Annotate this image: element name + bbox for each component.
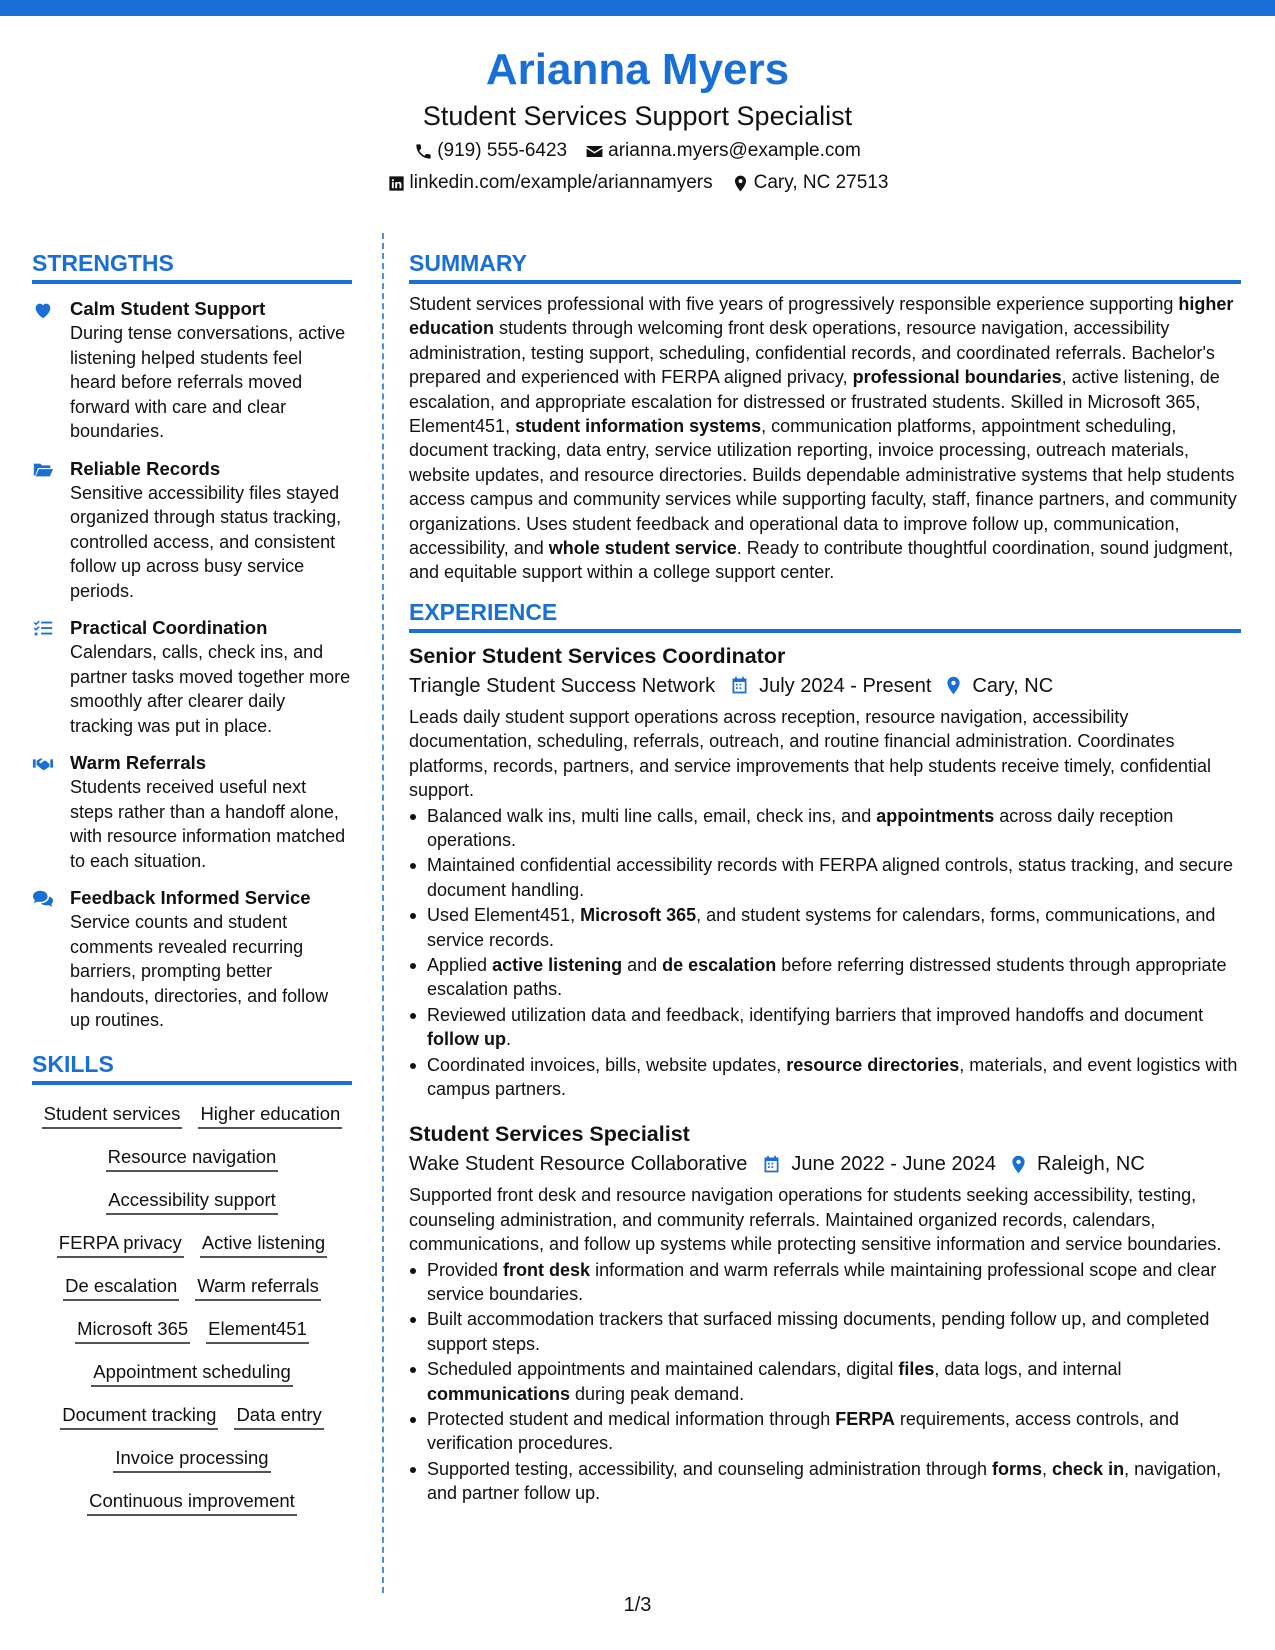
bullet-item	[409, 903, 1241, 952]
text-run: , materials, and event logistics with campus partners.	[427, 1054, 1238, 1099]
text-run: , data logs, and internal	[934, 1359, 1122, 1380]
bold-phrase: resource directories	[786, 1054, 960, 1075]
contact-row-1	[0, 139, 1275, 163]
contact-phone	[414, 139, 567, 163]
text-run: Coordinated invoices, bills, website updates,	[427, 1054, 787, 1075]
strengths-heading: STRENGTHS	[32, 248, 352, 284]
contact-row-2	[0, 171, 1275, 195]
skill-tag: Student services	[42, 1101, 183, 1129]
bold-phrase: forms	[992, 1458, 1043, 1479]
job-description: Supported front desk and resource navigation operations for students seeking accessibility, testing, counseling administration, and community referrals. Maintained organized records, calendars, communications, and follow up systems while protecting sensitive information and service boundaries.	[409, 1185, 1222, 1255]
strength-desc: During tense conversations, active listening helped students feel heard before referrals moved forward with care and clear boundaries.	[70, 323, 346, 441]
text-run: across daily reception operations.	[427, 805, 1174, 850]
job-entry	[409, 1119, 1241, 1505]
job-location: Cary, NC	[972, 674, 1054, 697]
strength-item	[32, 456, 352, 604]
skill-row	[32, 1488, 352, 1516]
candidate-title: Student Services Support Specialist	[422, 101, 853, 131]
job-location: Raleigh, NC	[1036, 1153, 1145, 1176]
strength-desc: Service counts and student comments revealed recurring barriers, prompting better handouts, directories, and follow up routines.	[70, 912, 329, 1030]
bold-phrase: files	[898, 1359, 935, 1380]
text-run: Applied	[427, 954, 493, 975]
text-run: Reviewed utilization data and feedback, identifying barriers that improved handoffs and document	[427, 1004, 1204, 1025]
contact-linkedin[interactable]	[387, 171, 713, 195]
strength-item	[32, 296, 352, 444]
linkedin-icon	[387, 174, 406, 193]
bullet-item	[409, 804, 1241, 853]
checklist-icon	[32, 618, 54, 640]
strength-item	[32, 750, 352, 873]
top-accent-bar	[0, 0, 1275, 16]
skill-row	[32, 1316, 352, 1344]
text-run: Provided	[427, 1259, 504, 1280]
summary-text	[409, 292, 1241, 585]
text-run: Supported testing, accessibility, and counseling administration through	[427, 1458, 992, 1479]
envelope-icon	[585, 142, 604, 161]
strengths-list	[32, 296, 352, 1033]
experience-heading: EXPERIENCE	[409, 597, 1241, 633]
text-run: during peak demand.	[570, 1383, 745, 1404]
right-column	[409, 248, 1241, 1507]
strength-desc: Sensitive accessibility files stayed organized through status tracking, controlled access, and consistent follow up across busy service periods.	[70, 482, 342, 601]
map-pin-icon	[943, 675, 964, 696]
location-text: Cary, NC 27513	[753, 172, 889, 193]
linkedin-text: linkedin.com/example/ariannamyers	[409, 172, 713, 193]
skill-row	[32, 1101, 352, 1129]
skill-row	[32, 1230, 352, 1258]
bullet-item	[409, 1053, 1241, 1102]
skills-heading: SKILLS	[32, 1049, 352, 1085]
bullet-item	[409, 1307, 1241, 1356]
job-organization: Wake Student Resource Collaborative	[409, 1153, 748, 1176]
text-run: students through welcoming front desk operations, resource navigation, accessibility administration, testing support, scheduling, confidential records, and coordinated referrals. Bachelor's prepared and experienced with FERPA aligned privacy,	[409, 318, 1215, 388]
text-run: Balanced walk ins, multi line calls, email, check ins, and	[427, 805, 877, 826]
bold-phrase: de escalation	[662, 954, 777, 975]
bold-phrase: Microsoft 365	[580, 905, 697, 926]
job-bullets	[409, 804, 1241, 1102]
skill-row	[32, 1144, 352, 1172]
skill-row	[32, 1402, 352, 1430]
bullet-item	[409, 1407, 1241, 1456]
text-run: Student services professional with five years of progressively responsible experience supporting	[409, 294, 1179, 314]
calendar-icon	[761, 1154, 782, 1175]
skill-row	[32, 1445, 352, 1473]
phone-text: (919) 555-6423	[437, 140, 568, 161]
comments-icon	[32, 888, 54, 910]
text-run: information and warm referrals while maintaining professional scope and clear service boundaries.	[427, 1259, 1217, 1304]
skill-tag: De escalation	[63, 1273, 179, 1301]
skill-tag: Warm referrals	[195, 1273, 321, 1301]
strength-title: Practical Coordination	[70, 617, 268, 638]
text-run: , navigation, and partner follow up.	[427, 1458, 1222, 1504]
job-meta	[409, 1149, 1241, 1179]
strength-item	[32, 615, 352, 738]
column-divider	[382, 233, 384, 1593]
text-run: Used Element451,	[427, 905, 581, 926]
bullet-item	[409, 1258, 1241, 1307]
skill-tag: Continuous improvement	[87, 1488, 297, 1516]
job-organization: Triangle Student Success Network	[409, 674, 716, 697]
map-pin-icon	[731, 174, 750, 193]
strength-title: Feedback Informed Service	[70, 887, 311, 908]
skill-tag: Data entry	[234, 1402, 323, 1430]
job-title: Student Services Specialist	[409, 1122, 690, 1147]
heart-icon	[32, 299, 54, 321]
text-run: Maintained confidential accessibility records with FERPA aligned controls, status tracking, and secure document handling.	[427, 855, 1234, 900]
job-description: Leads daily student support operations across reception, resource navigation, accessibility documentation, scheduling, referrals, outreach, and routine financial administration. Coordinates platforms, records, partners, and service improvements that help students receive timely, confidential support.	[409, 706, 1212, 801]
text-run: , communication platforms, appointment scheduling, document tracking, data entry, service utilization reporting, invoice processing, outreach materials, website updates, and resource directories. Builds dependable administrative systems that help students access campus and community services while supporting faculty, staff, finance partners, and community organizations. Uses student feedback and operational data to improve follow up, communication, accessibility, and	[409, 416, 1237, 559]
skills-list	[32, 1101, 352, 1516]
bold-phrase: whole student service	[548, 538, 737, 559]
strength-title: Warm Referrals	[70, 752, 207, 773]
contact-email[interactable]	[585, 139, 861, 163]
bold-phrase: appointments	[876, 805, 995, 826]
text-run: , and student systems for calendars, forms, communications, and service records.	[427, 905, 1216, 950]
text-run: Protected student and medical information through	[427, 1409, 836, 1430]
text-run: . Ready to contribute thoughtful coordination, sound judgment, and equitable support within a college support center.	[409, 538, 1234, 583]
text-run: and	[622, 954, 663, 975]
text-run: requirements, access controls, and verification procedures.	[427, 1409, 1180, 1454]
summary-heading: SUMMARY	[409, 248, 1241, 284]
strength-item	[32, 885, 352, 1033]
bold-phrase: active listening	[492, 954, 623, 975]
bold-phrase: student information systems	[515, 416, 762, 437]
skill-row	[32, 1273, 352, 1301]
bold-phrase: check in	[1052, 1458, 1125, 1479]
skill-tag: Resource navigation	[106, 1144, 279, 1172]
skill-row	[32, 1359, 352, 1387]
job-dates: June 2022 - June 2024	[791, 1153, 996, 1176]
skill-row	[32, 1187, 352, 1215]
skill-tag: Higher education	[198, 1101, 342, 1129]
bold-phrase: front desk	[503, 1259, 591, 1280]
job-dates: July 2024 - Present	[759, 674, 932, 697]
bullet-item	[409, 1003, 1241, 1052]
skill-tag: Accessibility support	[106, 1187, 278, 1215]
strength-desc: Calendars, calls, check ins, and partner tasks moved together more smoothly after clearer daily tracking was put in place.	[70, 642, 351, 736]
bullet-item	[409, 1357, 1241, 1406]
skill-tag: Element451	[206, 1316, 309, 1344]
email-text: arianna.myers@example.com	[608, 140, 861, 161]
strength-desc: Students received useful next steps rather than a handoff alone, with resource information matched to each situation.	[70, 777, 346, 871]
contact-location	[731, 171, 889, 195]
skill-tag: Active listening	[200, 1230, 327, 1258]
text-run: , active listening, de escalation, and appropriate escalation for distressed or frustrated students. Skilled in Microsoft 365, Element451,	[409, 367, 1220, 437]
bullet-item	[409, 953, 1241, 1002]
job-title: Senior Student Services Coordinator	[409, 643, 786, 668]
skill-tag: Document tracking	[60, 1402, 218, 1430]
skill-tag: FERPA privacy	[57, 1230, 184, 1258]
text-run: .	[505, 1029, 511, 1050]
candidate-name: Arianna Myers	[485, 45, 790, 94]
text-run: before referring distressed students through appropriate escalation paths.	[427, 954, 1227, 1000]
bold-phrase: follow up	[427, 1029, 506, 1050]
text-run: Built accommodation trackers that surfaced missing documents, pending follow up, and completed support steps.	[427, 1309, 1210, 1354]
strength-title: Reliable Records	[70, 457, 221, 479]
job-meta	[409, 671, 1241, 701]
bullet-item	[409, 1457, 1241, 1506]
bold-phrase: professional boundaries	[852, 367, 1062, 388]
skill-tag: Invoice processing	[113, 1445, 270, 1473]
resume-header	[0, 40, 1275, 195]
bold-phrase: communications	[427, 1383, 571, 1404]
bold-phrase: FERPA	[835, 1409, 895, 1430]
strength-title: Calm Student Support	[70, 298, 266, 319]
experience-list	[409, 641, 1241, 1506]
bold-phrase: higher education	[409, 294, 1234, 339]
phone-icon	[414, 142, 433, 161]
job-entry	[409, 641, 1241, 1102]
map-pin-icon	[1008, 1154, 1029, 1175]
page-number: 1/3	[623, 1594, 652, 1616]
left-column	[32, 248, 352, 1531]
calendar-icon	[729, 675, 750, 696]
text-run: ,	[1042, 1458, 1053, 1479]
text-run: Scheduled appointments and maintained calendars, digital	[427, 1359, 899, 1380]
skill-tag: Appointment scheduling	[91, 1359, 292, 1387]
job-bullets	[409, 1258, 1241, 1506]
skill-tag: Microsoft 365	[75, 1316, 190, 1344]
bullet-item	[409, 853, 1241, 902]
folder-icon	[32, 459, 54, 481]
handshake-icon	[32, 753, 54, 775]
